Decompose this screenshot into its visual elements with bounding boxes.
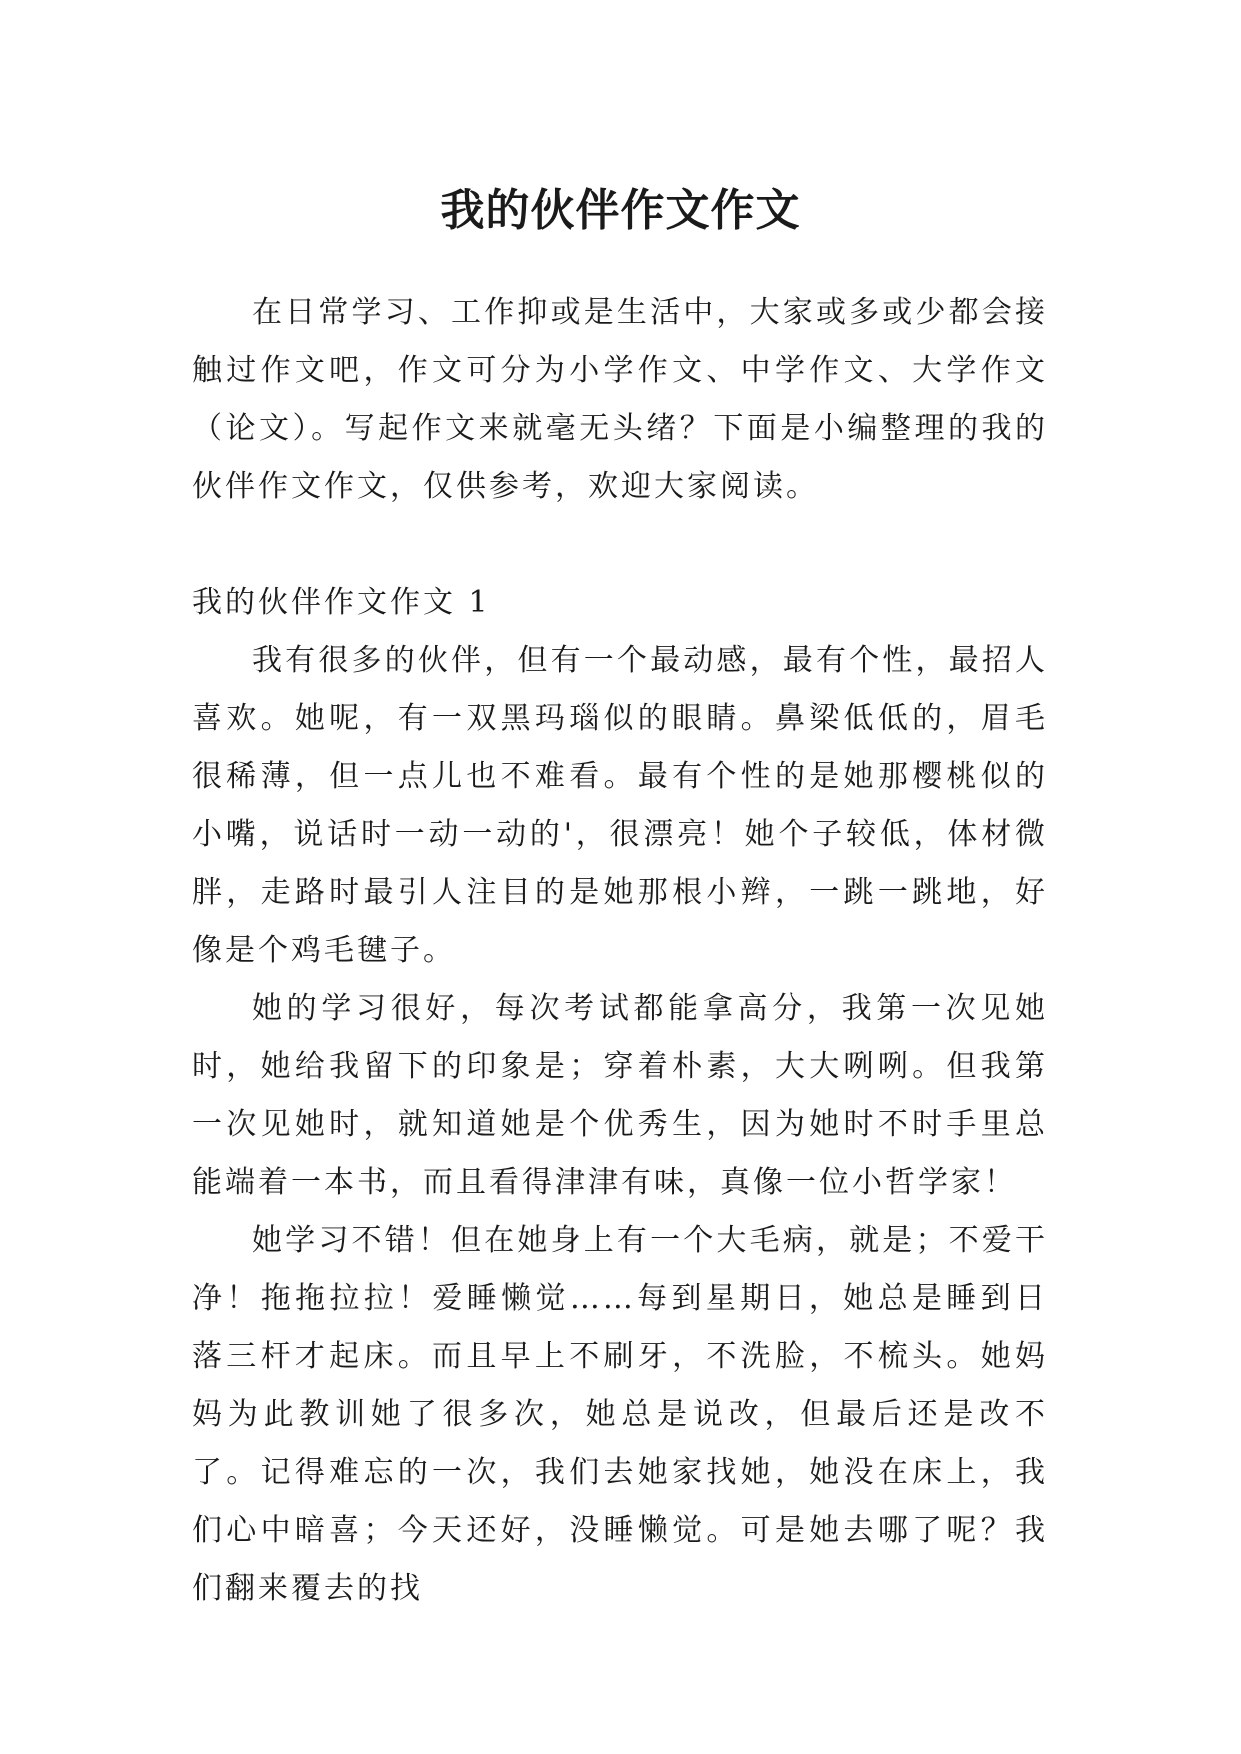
section-heading: 我的伙伴作文作文 1 — [192, 585, 491, 620]
document-title: 我的伙伴作文作文 — [440, 185, 801, 237]
body-paragraph-1: 我有很多的伙伴，但有一个最动感，最有个性，最招人喜欢。她呢，有一双黑玛瑙似的眼睛。鼻梁低低的，眉毛很稀薄，但一点儿也不难看。最有个性的是她那樱桃似的小嘴，说话时一动一动的'，很漂亮！她个子较低，体材微胖，走路时最引人注目的是她那根小辫，一跳一跳地，好像是个鸡毛毽子。 — [192, 643, 1048, 968]
body-paragraph-2: 她的学习很好，每次考试都能拿高分，我第一次见她时，她给我留下的印象是；穿着朴素，大大咧咧。但我第一次见她时，就知道她是个优秀生，因为她时不时手里总能端着一本书，而且看得津津有味，真像一位小哲学家！ — [192, 991, 1048, 1200]
body-paragraph-3: 她学习不错！但在她身上有一个大毛病，就是；不爱干净！拖拖拉拉！爱睡懒觉……每到星期日，她总是睡到日落三杆才起床。而且早上不刷牙，不洗脸，不梳头。她妈妈为此教训她了很多次，她总是说改，但最后还是改不了。记得难忘的一次，我们去她家找她，她没在床上，我们心中暗喜；今天还好，没睡懒觉。可是她去哪了呢？我们翻来覆去的找 — [192, 1223, 1048, 1606]
document-body — [192, 284, 1048, 1618]
intro-paragraph: 在日常学习、工作抑或是生活中，大家或多或少都会接触过作文吧，作文可分为小学作文、中学作文、大学作文（论文）。写起作文来就毫无头绪？下面是小编整理的我的伙伴作文作文，仅供参考，欢迎大家阅读。 — [192, 295, 1048, 504]
